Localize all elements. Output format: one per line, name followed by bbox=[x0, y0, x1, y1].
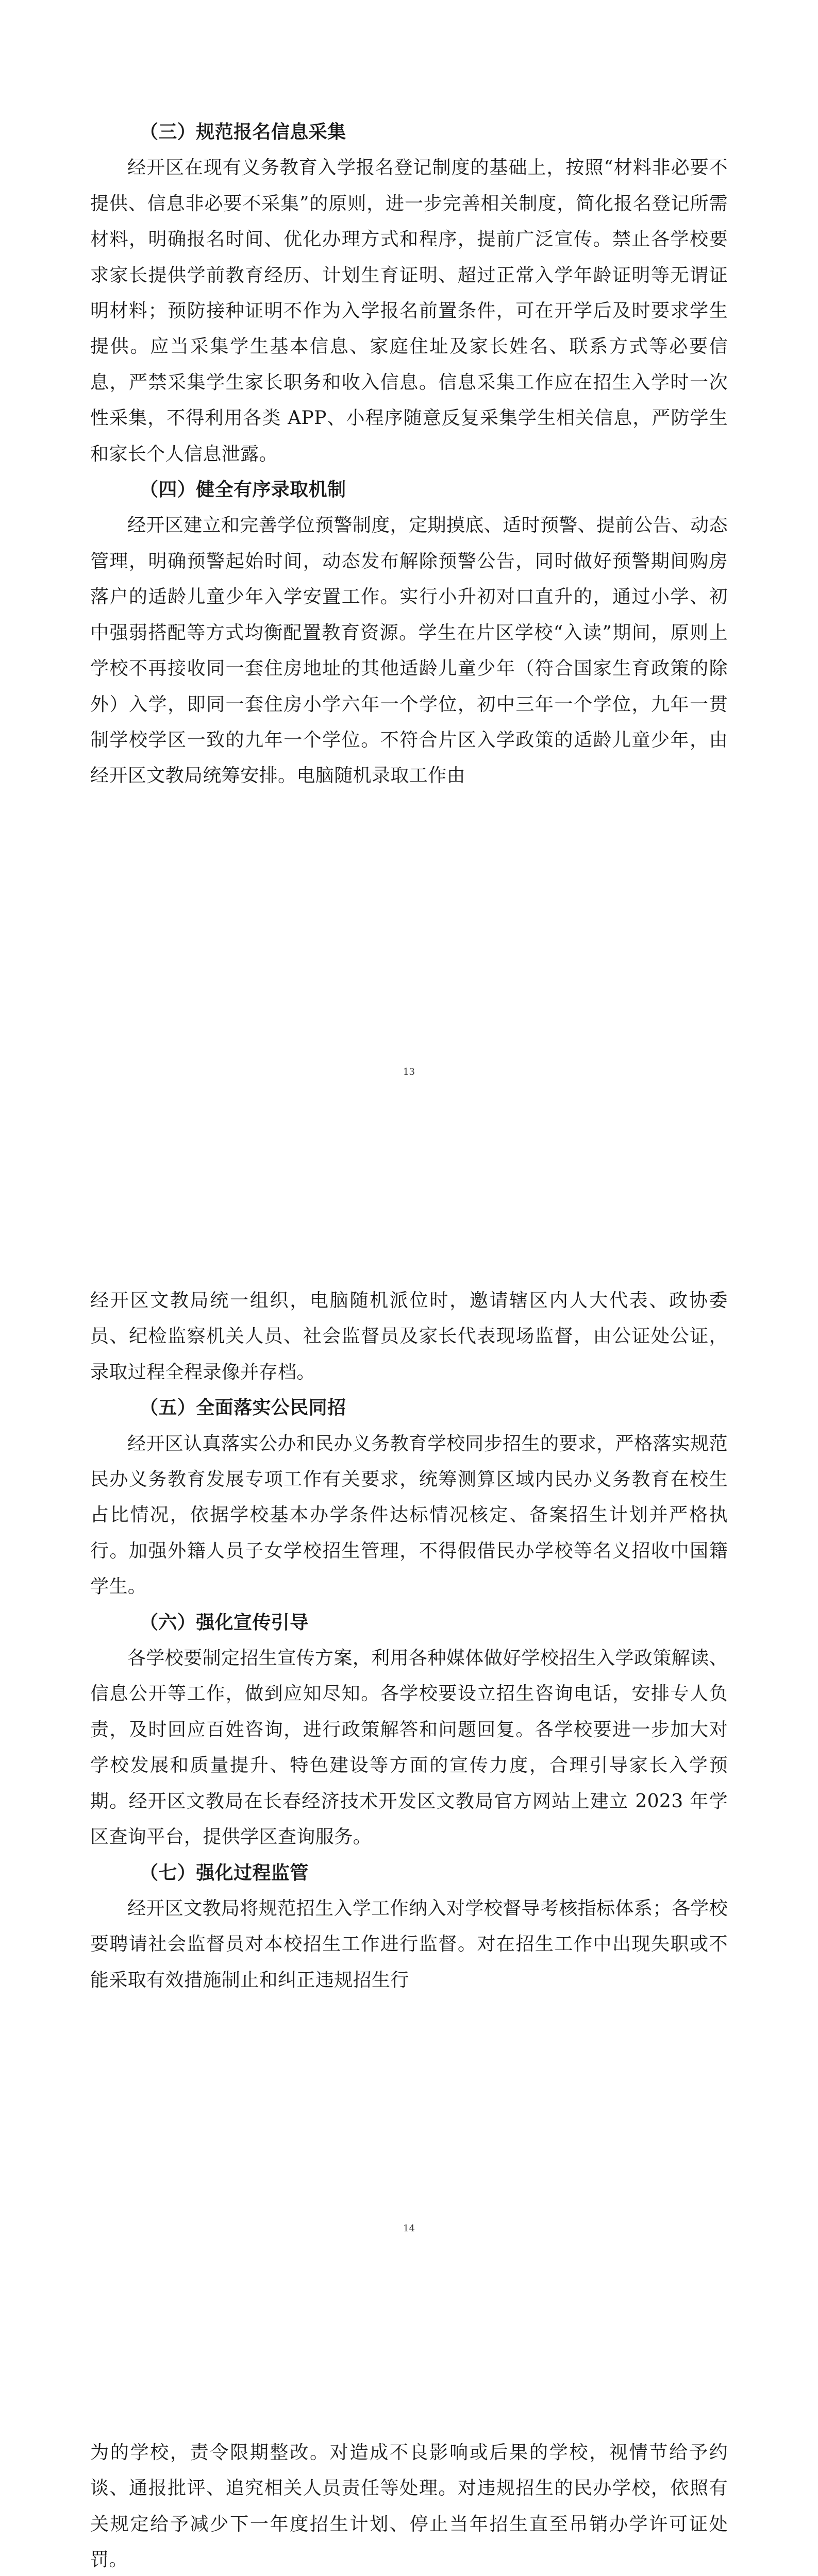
paragraph-process-supervision: 经开区文教局将规范招生入学工作纳入对学校督导考核指标体系；各学校要聘请社会监督员对本校招生工作进行监督。对在招生工作中出现失职或不能采取有效措施制止和纠正违规招生行 bbox=[90, 1897, 728, 1991]
page-body bbox=[90, 1283, 728, 1998]
paragraph-continuation: 经开区文教局统一组织，电脑随机派位时，邀请辖区内人大代表、政协委员、纪检监察机关人员、社会监督员及家长代表现场监督，由公证处公证，录取过程全程录像并存档。 bbox=[90, 1290, 728, 1383]
section-heading-admission-mechanism: （四）健全有序录取机制 bbox=[140, 479, 346, 501]
paragraph-info-collection: 经开区在现有义务教育入学报名登记制度的基础上，按照“材料非必要不提供、信息非必要不采集”的原则，进一步完善相关制度，简化报名登记所需材料，明确报名时间、优化办理方式和程序，提前广泛宣传。禁止各学校要求家长提供学前教育经历、计划生育证明、超过正常入学年龄证明等无谓证明材料；预防接种证明不作为入学报名前置条件，可在开学后及时要求学生提供。应当采集学生基本信息、家庭住址及家长姓名、联系方式等必要信息，严禁采集学生家长职务和收入信息。信息采集工作应在招生入学时一次性采集，不得利用各类 APP、小程序随意反复采集学生相关信息，严防学生和家长个人信息泄露。 bbox=[90, 157, 728, 465]
section-heading-publicity-guidance: （六）强化宣传引导 bbox=[140, 1612, 309, 1633]
paragraph-public-private-enrollment: 经开区认真落实公办和民办义务教育学校同步招生的要求，严格落实规范民办义务教育发展专项工作有关要求，统筹测算区域内民办义务教育在校生占比情况，依据学校基本办学条件达标情况核定、备案招生计划并严格执行。加强外籍人员子女学校招生管理，不得假借民办学校等名义招收中国籍学生。 bbox=[90, 1433, 728, 1598]
section-heading-info-collection: （三）规范报名信息采集 bbox=[140, 122, 346, 143]
document-page-15 bbox=[0, 2313, 818, 2576]
paragraph-publicity-guidance: 各学校要制定招生宣传方案，利用各种媒体做好学校招生入学政策解读、信息公开等工作，做到应知尽知。各学校要设立招生咨询电话，安排专人负责，及时回应百姓咨询，进行政策解答和问题回复。各学校要进一步加大对学校发展和质量提升、特色建设等方面的宣传力度，合理引导家长入学预期。经开区文教局在长春经济技术开发区文教局官方网站上建立 2023 年学区查询平台，提供学区查询服务。 bbox=[90, 1648, 728, 1848]
page-number: 13 bbox=[403, 1066, 415, 1077]
section-heading-public-private-enrollment: （五）全面落实公民同招 bbox=[140, 1397, 346, 1419]
page-body bbox=[90, 2435, 728, 2576]
section-heading-process-supervision: （七）强化过程监管 bbox=[140, 1862, 309, 1884]
paragraph-continuation: 为的学校，责令限期整改。对造成不良影响或后果的学校，视情节给予约谈、通报批评、追究相关人员责任等处理。对违规招生的民办学校，依照有关规定给予减少下一年度招生计划、停止当年招生直至吊销办学许可证处罚。 bbox=[90, 2442, 728, 2571]
page-body bbox=[90, 114, 728, 794]
document-page-13 bbox=[0, 0, 818, 1157]
document-page-14 bbox=[0, 1157, 818, 2313]
paragraph-admission-mechanism: 经开区建立和完善学位预警制度，定期摸底、适时预警、提前公告、动态管理，明确预警起始时间，动态发布解除预警公告，同时做好预警期间购房落户的适龄儿童少年入学安置工作。实行小升初对口直升的，通过小学、初中强弱搭配等方式均衡配置教育资源。学生在片区学校“入读”期间，原则上学校不再接收同一套住房地址的其他适龄儿童少年（符合国家生育政策的除外）入学，即同一套住房小学六年一个学位，初中三年一个学位，九年一贯制学校学区一致的九年一个学位。不符合片区入学政策的适龄儿童少年，由经开区文教局统筹安排。电脑随机录取工作由 bbox=[90, 515, 728, 787]
page-number: 14 bbox=[403, 2223, 415, 2234]
